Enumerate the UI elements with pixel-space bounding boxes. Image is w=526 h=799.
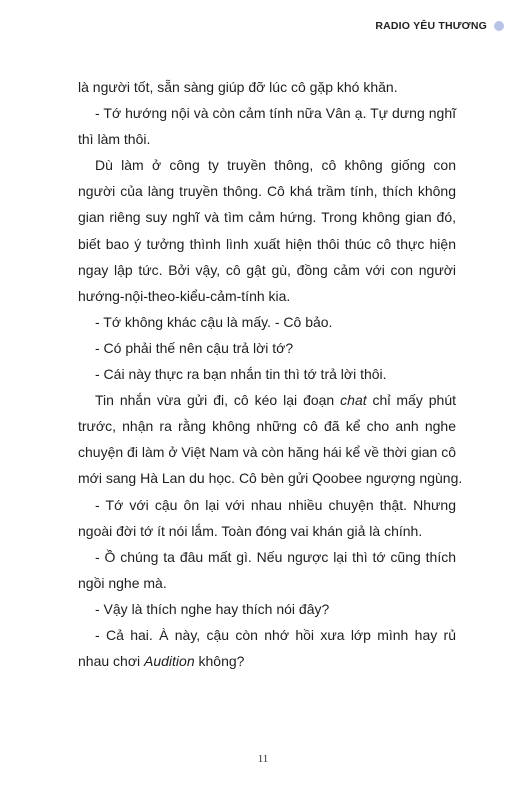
paragraph-line [78, 648, 456, 674]
paragraph-line [78, 439, 456, 465]
page-number: 11 [257, 753, 269, 765]
text-run: hướng-nội-theo-kiểu-cảm-tính kia. [78, 287, 291, 304]
italic-term: Audition [144, 653, 195, 670]
text-run: chỉ mấy phút [366, 392, 457, 409]
text-run: mới sang Hà Lan du học. Cô bèn gửi Qoobee ngượng ngùng. [78, 470, 463, 487]
text-run: là người tốt, sẵn sàng giúp đỡ lúc cô gặp khó khăn. [78, 79, 398, 95]
paragraph-line [78, 74, 456, 100]
paragraph-line [78, 335, 456, 361]
running-header [375, 20, 504, 32]
text-run: ngồi nghe mà. [78, 574, 167, 591]
running-title: RADIO YÊU THƯƠNG [375, 20, 487, 32]
paragraph-line [78, 283, 456, 309]
paragraph-line [78, 309, 456, 335]
text-run: - Tớ không khác cậu là mấy. - Cô bảo. [95, 313, 333, 330]
paragraph-line [78, 257, 456, 283]
text-run: thì làm thôi. [78, 131, 151, 148]
text-run: gian riêng suy nghĩ và tìm cảm hứng. Trong không gian đó, [78, 209, 456, 226]
text-run: chuyện đi làm ở Việt Nam và còn hăng hái kể về thời gian cô [78, 444, 456, 461]
paragraph-line [78, 361, 456, 387]
paragraph-line [78, 570, 456, 596]
paragraph-line [78, 413, 456, 439]
header-dot-decoration [494, 21, 504, 31]
text-run: - Ồ chúng ta đâu mất gì. Nếu ngược lại thì tớ cũng thích [95, 548, 456, 565]
paragraph-line [78, 387, 456, 413]
text-run: - Tớ hướng nội và còn cảm tính nữa Vân ạ. Tự dưng nghĩ [95, 105, 456, 122]
paragraph-line [78, 100, 456, 126]
paragraph-line [78, 204, 456, 230]
text-run: ngay lập tức. Bởi vậy, cô gật gù, đồng cảm với con người [78, 261, 456, 278]
paragraph-line [78, 152, 456, 178]
text-run: Dù làm ở công ty truyền thông, cô không giống con [95, 157, 456, 174]
text-run: - Vậy là thích nghe hay thích nói đây? [95, 600, 330, 617]
text-run: ngoài đời tớ ít nói lắm. Toàn đóng vai khán giả là chính. [78, 522, 423, 539]
paragraph-line [78, 178, 456, 204]
text-run: không? [194, 653, 245, 670]
paragraph-line [78, 126, 456, 152]
text-run: - Tớ với cậu ôn lại với nhau nhiều chuyện thật. Nhưng [95, 496, 456, 513]
text-run: - Cả hai. À này, cậu còn nhớ hồi xưa lớp mình hay rủ [95, 626, 456, 643]
paragraph-line [78, 596, 456, 622]
text-run: người của làng truyền thông. Cô khá trầm tính, thích không [78, 183, 456, 200]
paragraph-line [78, 492, 456, 518]
text-run: Tin nhắn vừa gửi đi, cô kéo lại đoạn [95, 392, 341, 409]
paragraph-line [78, 465, 463, 491]
paragraph-line [78, 518, 456, 544]
text-run: - Cái này thực ra bạn nhắn tin thì tớ trả lời thôi. [95, 366, 387, 383]
text-run: biết bao ý tưởng thình lình xuất hiện thôi thúc cô thực hiện [78, 235, 456, 252]
text-run: nhau chơi [78, 653, 145, 670]
paragraph-line [78, 231, 456, 257]
body-text [78, 74, 463, 674]
italic-term: chat [340, 392, 367, 409]
paragraph-line [78, 622, 456, 648]
text-run: trước, nhận ra rằng không những cô đã kể cho anh nghe [78, 418, 456, 435]
paragraph-line [78, 544, 456, 570]
text-run: - Có phải thế nên cậu trả lời tớ? [95, 339, 294, 356]
